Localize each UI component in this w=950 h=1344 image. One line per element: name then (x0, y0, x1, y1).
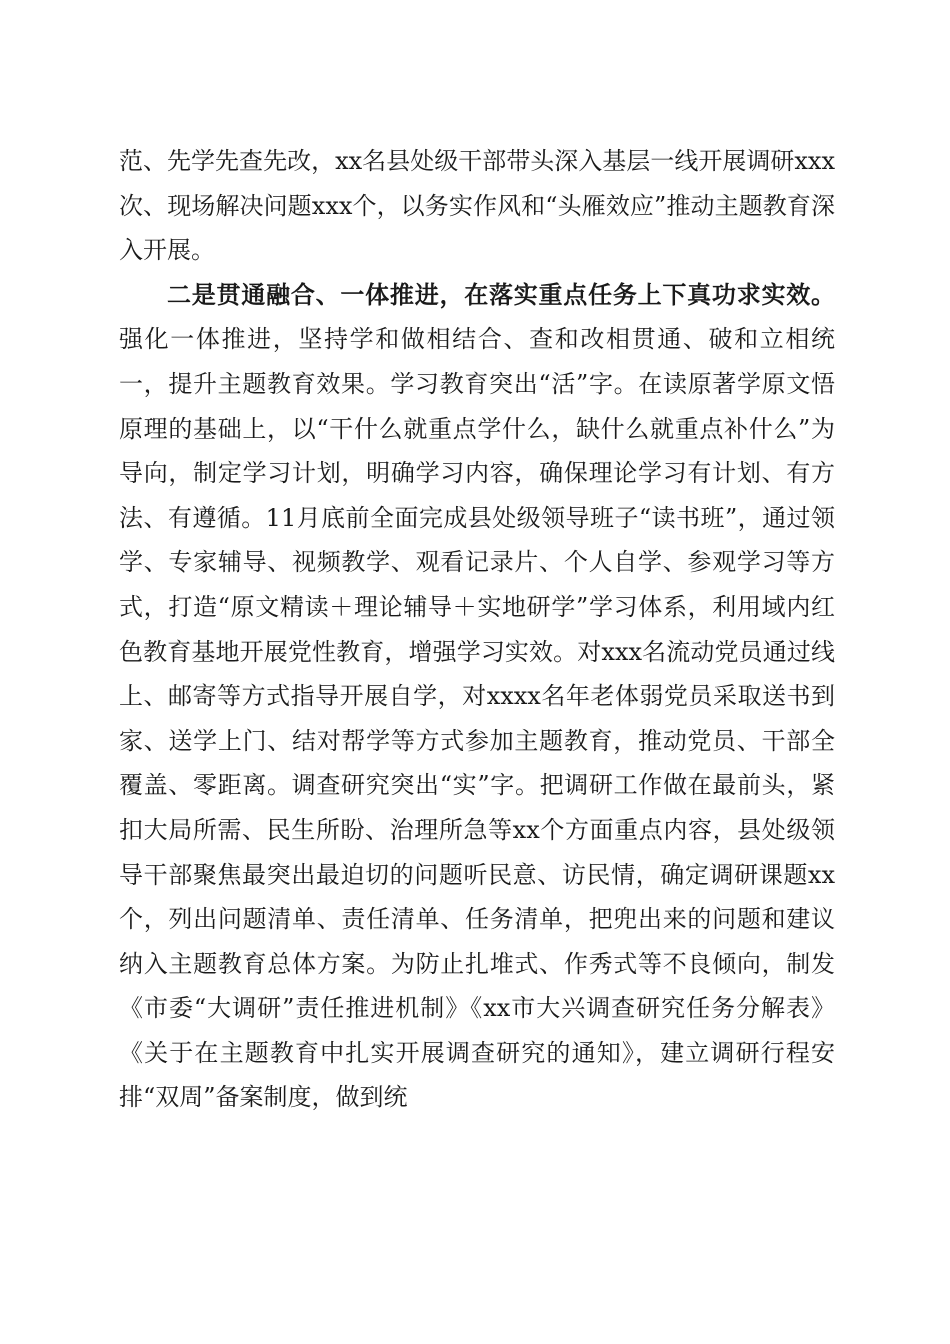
paragraph-body: 强化一体推进，坚持学和做相结合、查和改相贯通、破和立相统一，提升主题教育效果。学习教育突出“活”字。在读原著学原文悟原理的基础上，以“干什么就重点学什么，缺什么就重点补什么”为导向，制定学习计划，明确学习内容，确保理论学习有计划、有方法、有遵循。11月底前全面完成县处级领导班子“读书班”，通过领学、专家辅导、视频教学、观看记录片、个人自学、参观学习等方式，打造“原文精读＋理论辅导＋实地研学”学习体系，利用域内红色教育基地开展党性教育，增强学习实效。对xxx名流动党员通过线上、邮寄等方式指导开展自学，对xxxx名年老体弱党员采取送书到家、送学上门、结对帮学等方式参加主题教育，推动党员、干部全覆盖、零距离。调查研究突出“实”字。把调研工作做在最前头，紧扣大局所需、民生所盼、治理所急等xx个方面重点内容，县处级领导干部聚焦最突出最迫切的问题听民意、访民情，确定调研课题xx个，列出问题清单、责任清单、任务清单，把兜出来的问题和建议纳入主题教育总体方案。为防止扎堆式、作秀式等不良倾向，制发《市委“大调研”责任推进机制》《xx市大兴调查研究任务分解表》《关于在主题教育中扎实开展调查研究的通知》，建立调研行程安排“双周”备案制度，做到统 (119, 325, 835, 1112)
paragraph-point-two (119, 273, 835, 1120)
paragraph-heading: 二是贯通融合、一体推进，在落实重点任务上下真功求实效。 (167, 279, 835, 309)
paragraph-continuation: 范、先学先查先改，xx名县处级干部带头深入基层一线开展调研xxx次、现场解决问题xxx个，以务实作风和“头雁效应”推动主题教育深入开展。 (119, 147, 835, 265)
document-body (119, 139, 835, 1120)
